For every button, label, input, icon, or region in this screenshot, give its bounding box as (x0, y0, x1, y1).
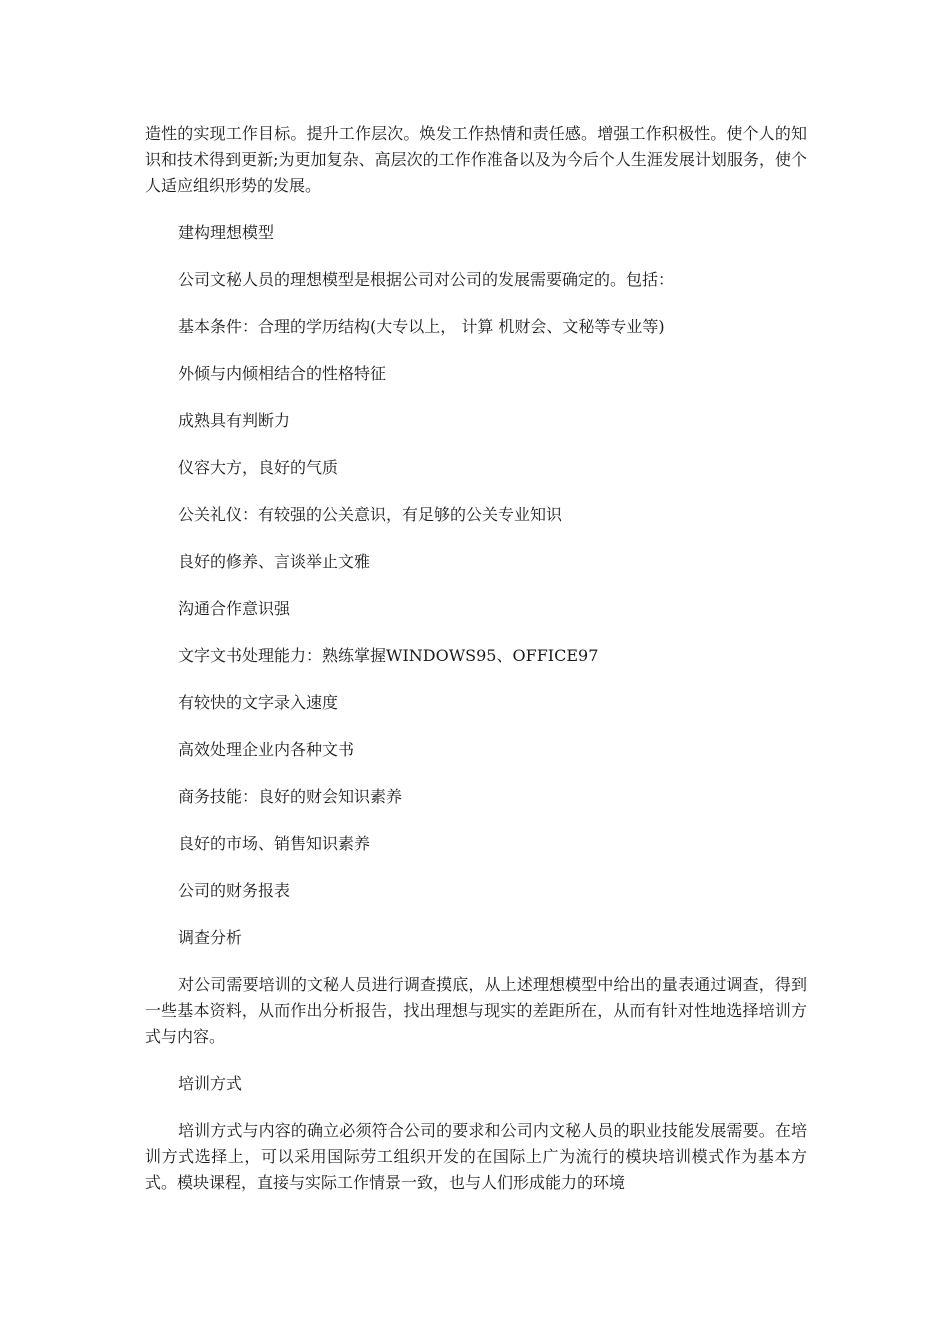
list-item-appearance: 仪容大方，良好的气质 (178, 458, 339, 477)
paragraph-survey-analysis: 对公司需要培训的文秘人员进行调查摸底，从上述理想模型中给出的量表通过调查，得到一些基本资料，从而作出分析报告，找出理想与现实的差距所在，从而有针对性地选择培训方式与内容。 (145, 975, 807, 1046)
list-item-basic-conditions: 基本条件：合理的学历结构(大专以上， 计算 机财会、文秘等专业等) (178, 317, 665, 336)
list-item-pr-etiquette: 公关礼仪：有较强的公关意识，有足够的公关专业知识 (178, 505, 563, 524)
list-item-business-skills: 商务技能：良好的财会知识素养 (178, 787, 403, 806)
paragraph-continuation: 造性的实现工作目标。提升工作层次。焕发工作热情和责任感。增强工作积极性。使个人的知识和技术得到更新;为更加复杂、高层次的工作作准备以及为今后个人生涯发展计划服务，使个人适应组织形势的发展。 (145, 124, 807, 195)
paragraph-ideal-model-intro: 公司文秘人员的理想模型是根据公司对公司的发展需要确定的。包括： (178, 270, 675, 289)
list-item-communication: 沟通合作意识强 (178, 599, 291, 618)
paragraph-training-methods: 培训方式与内容的确立必须符合公司的要求和公司内文秘人员的职业技能发展需要。在培训方式选择上，可以采用国际劳工组织开发的在国际上广为流行的模块培训模式作为基本方式。模块课程，直接与实际工作情景一致，也与人们形成能力的环境 (145, 1121, 807, 1192)
list-item-internal-documents: 高效处理企业内各种文书 (178, 740, 355, 759)
document-body (145, 121, 807, 1196)
list-item-typing-speed: 有较快的文字录入速度 (178, 693, 339, 712)
list-item-manners: 良好的修养、言谈举止文雅 (178, 552, 371, 571)
heading-build-ideal-model: 建构理想模型 (178, 223, 275, 242)
list-item-judgment: 成熟具有判断力 (178, 411, 291, 430)
list-item-personality: 外倾与内倾相结合的性格特征 (178, 364, 387, 383)
list-item-document-processing: 文字文书处理能力：熟练掌握WINDOWS95、OFFICE97 (178, 646, 599, 665)
list-item-financial-statements: 公司的财务报表 (178, 881, 291, 900)
list-item-market-knowledge: 良好的市场、销售知识素养 (178, 834, 371, 853)
heading-training-methods: 培训方式 (178, 1074, 243, 1093)
heading-survey-analysis: 调查分析 (178, 928, 243, 947)
